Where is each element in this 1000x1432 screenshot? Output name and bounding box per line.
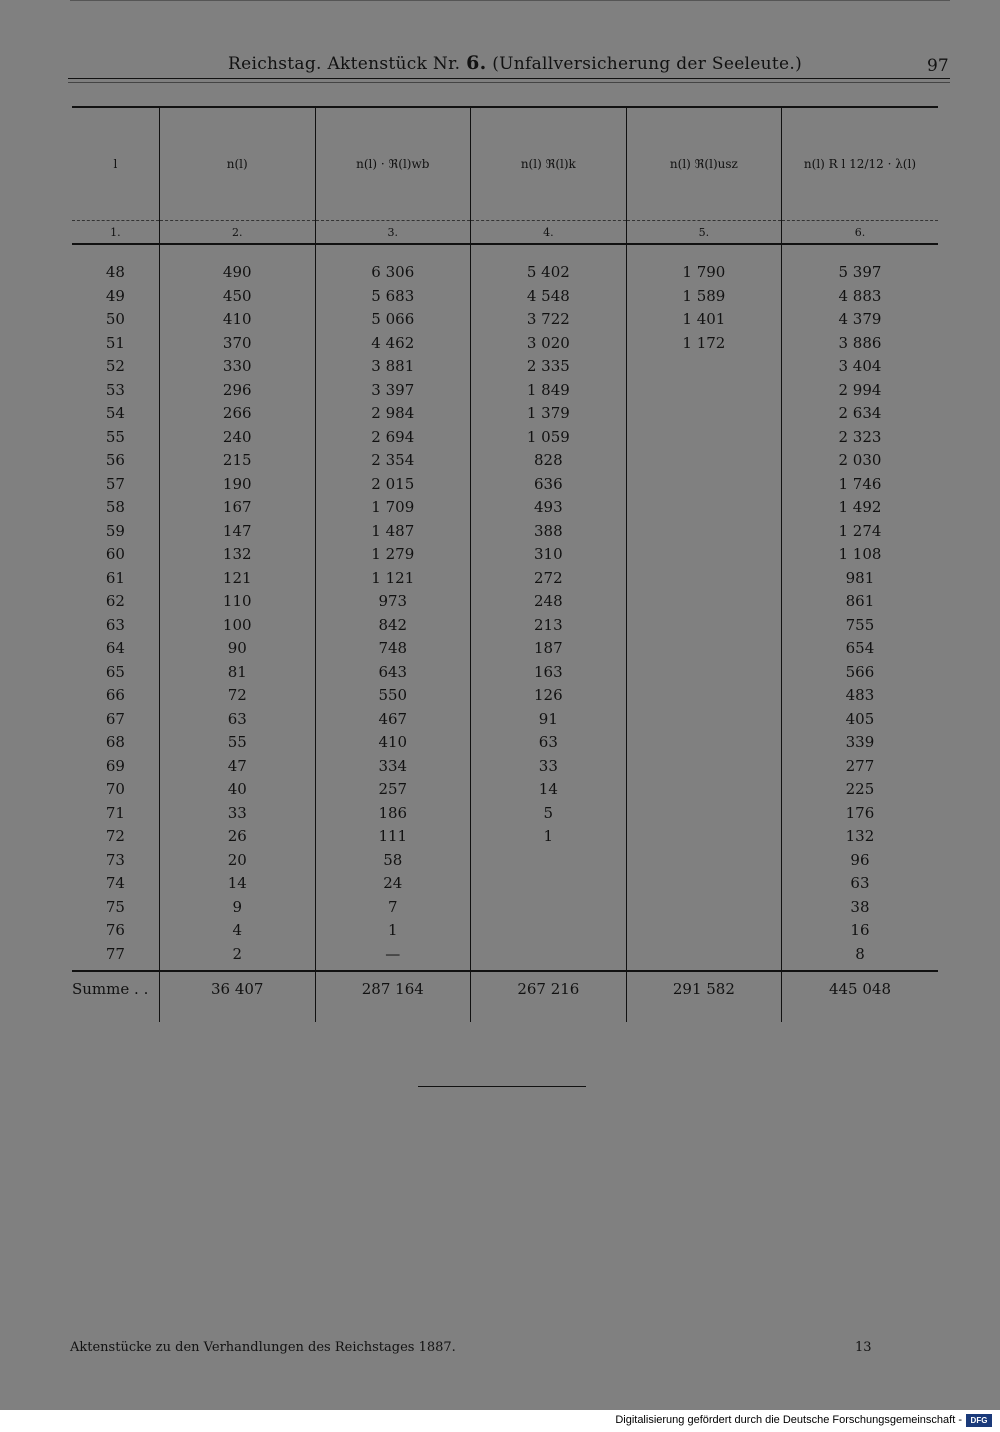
- table-cell: [470, 872, 626, 896]
- table-cell: 3 881: [315, 355, 470, 379]
- table-cell: 75: [105, 897, 125, 916]
- table-cell: 2: [159, 943, 315, 972]
- table-cell: 14: [470, 778, 626, 802]
- table-cell: [626, 590, 781, 614]
- table-cell: 755: [781, 614, 938, 638]
- sum-value: 445 048: [781, 971, 938, 1022]
- table-cell: [626, 778, 781, 802]
- table-cell: 63: [159, 708, 315, 732]
- table-cell: 53: [105, 380, 125, 399]
- table-cell: 33: [470, 755, 626, 779]
- table-cell: 636: [470, 473, 626, 497]
- sum-value: 36 407: [159, 971, 315, 1022]
- table-cell: 70: [105, 780, 125, 799]
- table-row: [72, 449, 938, 473]
- table-cell: [626, 520, 781, 544]
- table-cell: 48: [105, 263, 125, 282]
- table-cell: 186: [315, 802, 470, 826]
- table-row: [72, 426, 938, 450]
- col-number: 2.: [159, 221, 315, 245]
- table-cell: [626, 449, 781, 473]
- table-cell: 1 709: [315, 496, 470, 520]
- table-row: [72, 872, 938, 896]
- table-cell: 2 323: [781, 426, 938, 450]
- table-cell: [626, 708, 781, 732]
- table-cell: 52: [105, 357, 125, 376]
- table-cell: 5 683: [315, 285, 470, 309]
- table-cell: 483: [781, 684, 938, 708]
- table-cell: 51: [105, 333, 125, 352]
- col-header-l: l: [113, 157, 118, 171]
- table-cell: 410: [315, 731, 470, 755]
- table-cell: 450: [159, 285, 315, 309]
- table-cell: [626, 661, 781, 685]
- table-cell: 5 402: [470, 244, 626, 285]
- table-cell: 225: [781, 778, 938, 802]
- table-cell: 26: [159, 825, 315, 849]
- table-cell: [470, 849, 626, 873]
- table-cell: 81: [159, 661, 315, 685]
- table-cell: 61: [105, 568, 125, 587]
- table-cell: [626, 402, 781, 426]
- table-body: [72, 244, 938, 971]
- col-number: 3.: [315, 221, 470, 245]
- table-cell: 3 404: [781, 355, 938, 379]
- table-cell: 405: [781, 708, 938, 732]
- table-cell: [626, 379, 781, 403]
- table-cell: 47: [159, 755, 315, 779]
- table-cell: 14: [159, 872, 315, 896]
- table-row: [72, 379, 938, 403]
- table-cell: 973: [315, 590, 470, 614]
- table-cell: 8: [781, 943, 938, 972]
- col-number: 5.: [626, 221, 781, 245]
- dfg-credit-bar: [0, 1410, 1000, 1432]
- table-row: [72, 708, 938, 732]
- table-row: [72, 590, 938, 614]
- table-cell: 163: [470, 661, 626, 685]
- table-cell: 72: [105, 827, 125, 846]
- table-cell: 176: [781, 802, 938, 826]
- table-row: [72, 285, 938, 309]
- table-cell: 54: [105, 404, 125, 423]
- footer-sheet-number: 13: [855, 1340, 872, 1355]
- table-row: [72, 825, 938, 849]
- table-cell: 66: [105, 686, 125, 705]
- table-cell: 24: [315, 872, 470, 896]
- table-row: [72, 567, 938, 591]
- table-cell: 748: [315, 637, 470, 661]
- table-row: [72, 543, 938, 567]
- table-row: [72, 684, 938, 708]
- header-title-prefix: Reichstag. Aktenstück Nr.: [228, 54, 461, 74]
- table-cell: 100: [159, 614, 315, 638]
- table-cell: 3 397: [315, 379, 470, 403]
- table-cell: 1 172: [626, 332, 781, 356]
- table-cell: 654: [781, 637, 938, 661]
- table-cell: 1 401: [626, 308, 781, 332]
- col-header-n-usz: n(l) ℜ(l)usz: [626, 108, 781, 221]
- table-row: [72, 849, 938, 873]
- table-cell: 64: [105, 639, 125, 658]
- table-cell: 71: [105, 803, 125, 822]
- table-row: [72, 402, 938, 426]
- page-number: 97: [927, 56, 949, 76]
- table-cell: 2 015: [315, 473, 470, 497]
- table-row: [72, 778, 938, 802]
- table-cell: 550: [315, 684, 470, 708]
- table-cell: 2 354: [315, 449, 470, 473]
- table-cell: [626, 543, 781, 567]
- table-cell: 73: [105, 850, 125, 869]
- table-cell: 490: [159, 244, 315, 285]
- table-cell: [626, 896, 781, 920]
- table-cell: 1 790: [626, 244, 781, 285]
- table-cell: 49: [105, 286, 125, 305]
- table-cell: 1 379: [470, 402, 626, 426]
- table-cell: 1 121: [315, 567, 470, 591]
- table-cell: 5: [470, 802, 626, 826]
- table-cell: 55: [105, 427, 125, 446]
- table-cell: [626, 802, 781, 826]
- table-row: [72, 473, 938, 497]
- table-cell: 187: [470, 637, 626, 661]
- sum-value: 267 216: [470, 971, 626, 1022]
- table-row: [72, 731, 938, 755]
- col-header-n-r-lambda: n(l) R l 12/12 · λ(l): [781, 108, 938, 221]
- table-cell: 566: [781, 661, 938, 685]
- table-cell: 4: [159, 919, 315, 943]
- table-cell: 91: [470, 708, 626, 732]
- table-cell: 38: [781, 896, 938, 920]
- table-cell: 4 379: [781, 308, 938, 332]
- col-number: 6.: [781, 221, 938, 245]
- table-cell: 1 059: [470, 426, 626, 450]
- table-cell: [626, 919, 781, 943]
- dfg-logo: DFG: [966, 1414, 992, 1427]
- table-cell: 240: [159, 426, 315, 450]
- table-cell: 213: [470, 614, 626, 638]
- table-cell: 126: [470, 684, 626, 708]
- table-cell: 1 589: [626, 285, 781, 309]
- header-title-suffix: (Unfallversicherung der Seeleute.): [492, 54, 803, 74]
- table-row: [72, 637, 938, 661]
- table-cell: 72: [159, 684, 315, 708]
- table-cell: 2 694: [315, 426, 470, 450]
- table-cell: 1: [315, 919, 470, 943]
- table-row: [72, 355, 938, 379]
- table-cell: [626, 637, 781, 661]
- table-cell: [626, 825, 781, 849]
- table-cell: 272: [470, 567, 626, 591]
- table-row: [72, 802, 938, 826]
- table-cell: 410: [159, 308, 315, 332]
- table-cell: 63: [781, 872, 938, 896]
- table-cell: 16: [781, 919, 938, 943]
- table-row: [72, 943, 938, 972]
- col-number: 1.: [72, 221, 159, 245]
- col-header-n-k: n(l) ℜ(l)k: [470, 108, 626, 221]
- table-cell: 4 462: [315, 332, 470, 356]
- col-header-n-wb: n(l) · ℜ(l)wb: [315, 108, 470, 221]
- table-cell: 167: [159, 496, 315, 520]
- table-cell: 63: [105, 615, 125, 634]
- table-cell: [626, 684, 781, 708]
- table-cell: [470, 896, 626, 920]
- table-cell: 277: [781, 755, 938, 779]
- col-number: 4.: [470, 221, 626, 245]
- col-header-n: n(l): [159, 108, 315, 221]
- table-cell: 67: [105, 709, 125, 728]
- running-header: [228, 52, 802, 74]
- sum-value: 291 582: [626, 971, 781, 1022]
- table-cell: [470, 943, 626, 972]
- table-cell: 59: [105, 521, 125, 540]
- table-cell: 190: [159, 473, 315, 497]
- table-cell: 33: [159, 802, 315, 826]
- table-cell: 132: [781, 825, 938, 849]
- table-cell: 2 984: [315, 402, 470, 426]
- table-row: [72, 661, 938, 685]
- table-cell: 1: [470, 825, 626, 849]
- table-cell: 1 274: [781, 520, 938, 544]
- table-row: [72, 919, 938, 943]
- table-cell: 20: [159, 849, 315, 873]
- table-cell: 1 492: [781, 496, 938, 520]
- table-cell: 467: [315, 708, 470, 732]
- table-cell: 828: [470, 449, 626, 473]
- header-title-number: 6.: [466, 52, 487, 74]
- table-cell: 56: [105, 451, 125, 470]
- table-cell: 388: [470, 520, 626, 544]
- table-cell: 493: [470, 496, 626, 520]
- table-cell: 842: [315, 614, 470, 638]
- table-cell: [626, 614, 781, 638]
- table-cell: [626, 731, 781, 755]
- table-row: [72, 614, 938, 638]
- table-cell: 50: [105, 310, 125, 329]
- header-rule: [68, 78, 950, 79]
- table-cell: 334: [315, 755, 470, 779]
- table-cell: [626, 355, 781, 379]
- table-cell: 5 066: [315, 308, 470, 332]
- table-cell: 3 020: [470, 332, 626, 356]
- table-cell: 74: [105, 874, 125, 893]
- table-cell: [626, 943, 781, 972]
- table-cell: 5 397: [781, 244, 938, 285]
- table-cell: 257: [315, 778, 470, 802]
- header-rule-2: [68, 82, 950, 83]
- table-cell: [470, 919, 626, 943]
- table-cell: 60: [105, 545, 125, 564]
- table-cell: 1 487: [315, 520, 470, 544]
- table-row: [72, 520, 938, 544]
- table-row: [72, 755, 938, 779]
- table-cell: [626, 849, 781, 873]
- table-cell: 58: [105, 498, 125, 517]
- table-cell: 58: [315, 849, 470, 873]
- table-cell: [626, 567, 781, 591]
- table-cell: 2 634: [781, 402, 938, 426]
- table-cell: 90: [159, 637, 315, 661]
- table-row: [72, 896, 938, 920]
- dfg-credit-text: Digitalisierung gefördert durch die Deutsche Forschungsgemeinschaft -: [615, 1414, 962, 1426]
- table-cell: 266: [159, 402, 315, 426]
- table-cell: 6 306: [315, 244, 470, 285]
- table-cell: 4 548: [470, 285, 626, 309]
- table-cell: 861: [781, 590, 938, 614]
- table-cell: [626, 426, 781, 450]
- table-cell: 55: [159, 731, 315, 755]
- table-cell: 147: [159, 520, 315, 544]
- table-cell: 2 335: [470, 355, 626, 379]
- table-cell: 1 279: [315, 543, 470, 567]
- table-cell: 132: [159, 543, 315, 567]
- table-cell: 57: [105, 474, 125, 493]
- table-row: [72, 308, 938, 332]
- table-cell: 3 722: [470, 308, 626, 332]
- table-cell: 65: [105, 662, 125, 681]
- table-cell: 330: [159, 355, 315, 379]
- table-cell: 643: [315, 661, 470, 685]
- table-cell: 248: [470, 590, 626, 614]
- table-cell: 69: [105, 756, 125, 775]
- end-separator: [418, 1086, 586, 1087]
- table-cell: —: [315, 943, 470, 972]
- sum-value: 287 164: [315, 971, 470, 1022]
- table-cell: 2 030: [781, 449, 938, 473]
- table-cell: [626, 473, 781, 497]
- table-cell: 77: [105, 944, 125, 963]
- sum-label: Summe . .: [72, 971, 159, 1022]
- table-cell: 9: [159, 896, 315, 920]
- table-cell: [626, 496, 781, 520]
- table-cell: 310: [470, 543, 626, 567]
- table-cell: [626, 755, 781, 779]
- table-cell: [626, 872, 781, 896]
- table-cell: 215: [159, 449, 315, 473]
- table-cell: 76: [105, 921, 125, 940]
- table-cell: 4 883: [781, 285, 938, 309]
- table-row: [72, 244, 938, 285]
- table-cell: 296: [159, 379, 315, 403]
- table-cell: 370: [159, 332, 315, 356]
- table-cell: 2 994: [781, 379, 938, 403]
- table-row: [72, 496, 938, 520]
- table-cell: 96: [781, 849, 938, 873]
- table-cell: 40: [159, 778, 315, 802]
- table-row: [72, 332, 938, 356]
- table-cell: 339: [781, 731, 938, 755]
- table-cell: 62: [105, 592, 125, 611]
- table-cell: 110: [159, 590, 315, 614]
- table-cell: 1 108: [781, 543, 938, 567]
- sum-row: [72, 971, 938, 1022]
- table-cell: 7: [315, 896, 470, 920]
- table-cell: 1 746: [781, 473, 938, 497]
- table-cell: 111: [315, 825, 470, 849]
- footer-source: Aktenstücke zu den Verhandlungen des Reichstages 1887.: [70, 1340, 456, 1355]
- table-cell: 981: [781, 567, 938, 591]
- table-cell: 3 886: [781, 332, 938, 356]
- table-cell: 63: [470, 731, 626, 755]
- table-cell: 121: [159, 567, 315, 591]
- data-table: [72, 106, 938, 1022]
- table-cell: 1 849: [470, 379, 626, 403]
- table-cell: 68: [105, 733, 125, 752]
